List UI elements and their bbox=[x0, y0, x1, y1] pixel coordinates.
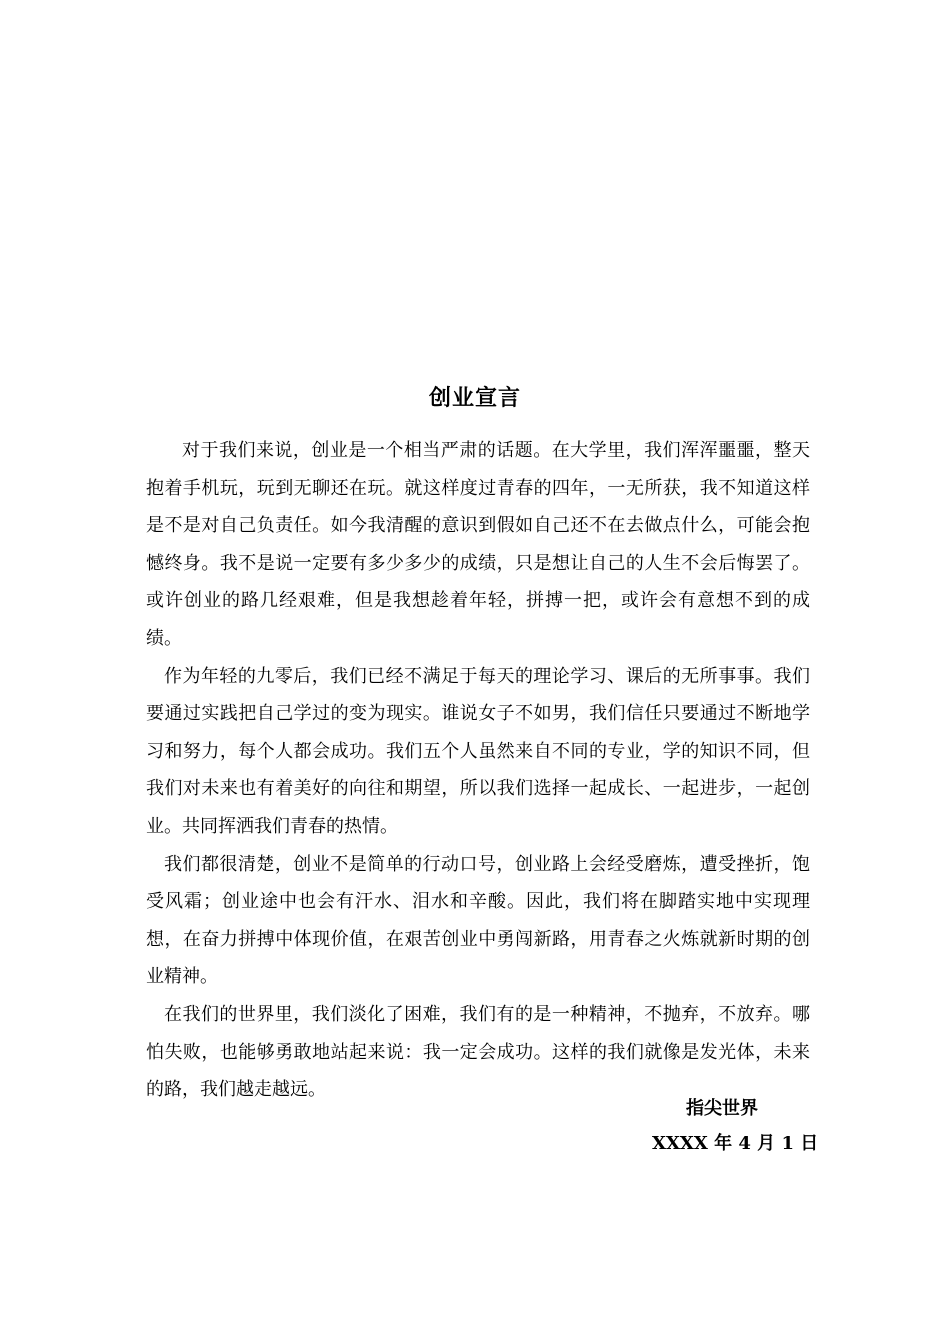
document-body bbox=[146, 432, 810, 1109]
signature: 指尖世界 bbox=[686, 1098, 758, 1119]
paragraph-3: 我们都很清楚，创业不是简单的行动口号，创业路上会经受磨炼，遭受挫折，饱受风霜；创业途中也会有汗水、泪水和辛酸。因此，我们将在脚踏实地中实现理想，在奋力拼搏中体现价值，在艰苦创业中勇闯新路，用青春之火炼就新时期的创业精神。 bbox=[146, 853, 810, 988]
paragraph-2: 作为年轻的九零后，我们已经不满足于每天的理论学习、课后的无所事事。我们要通过实践把自己学过的变为现实。谁说女子不如男，我们信任只要通过不断地学习和努力，每个人都会成功。我们五个人虽然来自不同的专业，学的知识不同，但我们对未来也有着美好的向往和期望，所以我们选择一起成长、一起进步，一起创业。共同挥洒我们青春的热情。 bbox=[146, 665, 810, 837]
document-title: 创业宣言 bbox=[428, 386, 521, 411]
paragraph-1: 对于我们来说，创业是一个相当严肃的话题。在大学里，我们浑浑噩噩，整天抱着手机玩，玩到无聊还在玩。就这样度过青春的四年，一无所获，我不知道这样是不是对自己负责任。如今我清醒的意识到假如自己还不在去做点什么，可能会抱憾终身。我不是说一定要有多少多少的成绩，只是想让自己的人生不会后悔罢了。或许创业的路几经艰难，但是我想趁着年轻，拼搏一把，或许会有意想不到的成绩。 bbox=[146, 440, 810, 649]
document-date: XXXX 年 4 月 1 日 bbox=[652, 1133, 819, 1154]
paragraph-4: 在我们的世界里，我们淡化了困难，我们有的是一种精神，不抛弃，不放弃。哪怕失败，也能够勇敢地站起来说：我一定会成功。这样的我们就像是发光体，未来的路，我们越走越远。 bbox=[146, 1003, 810, 1101]
